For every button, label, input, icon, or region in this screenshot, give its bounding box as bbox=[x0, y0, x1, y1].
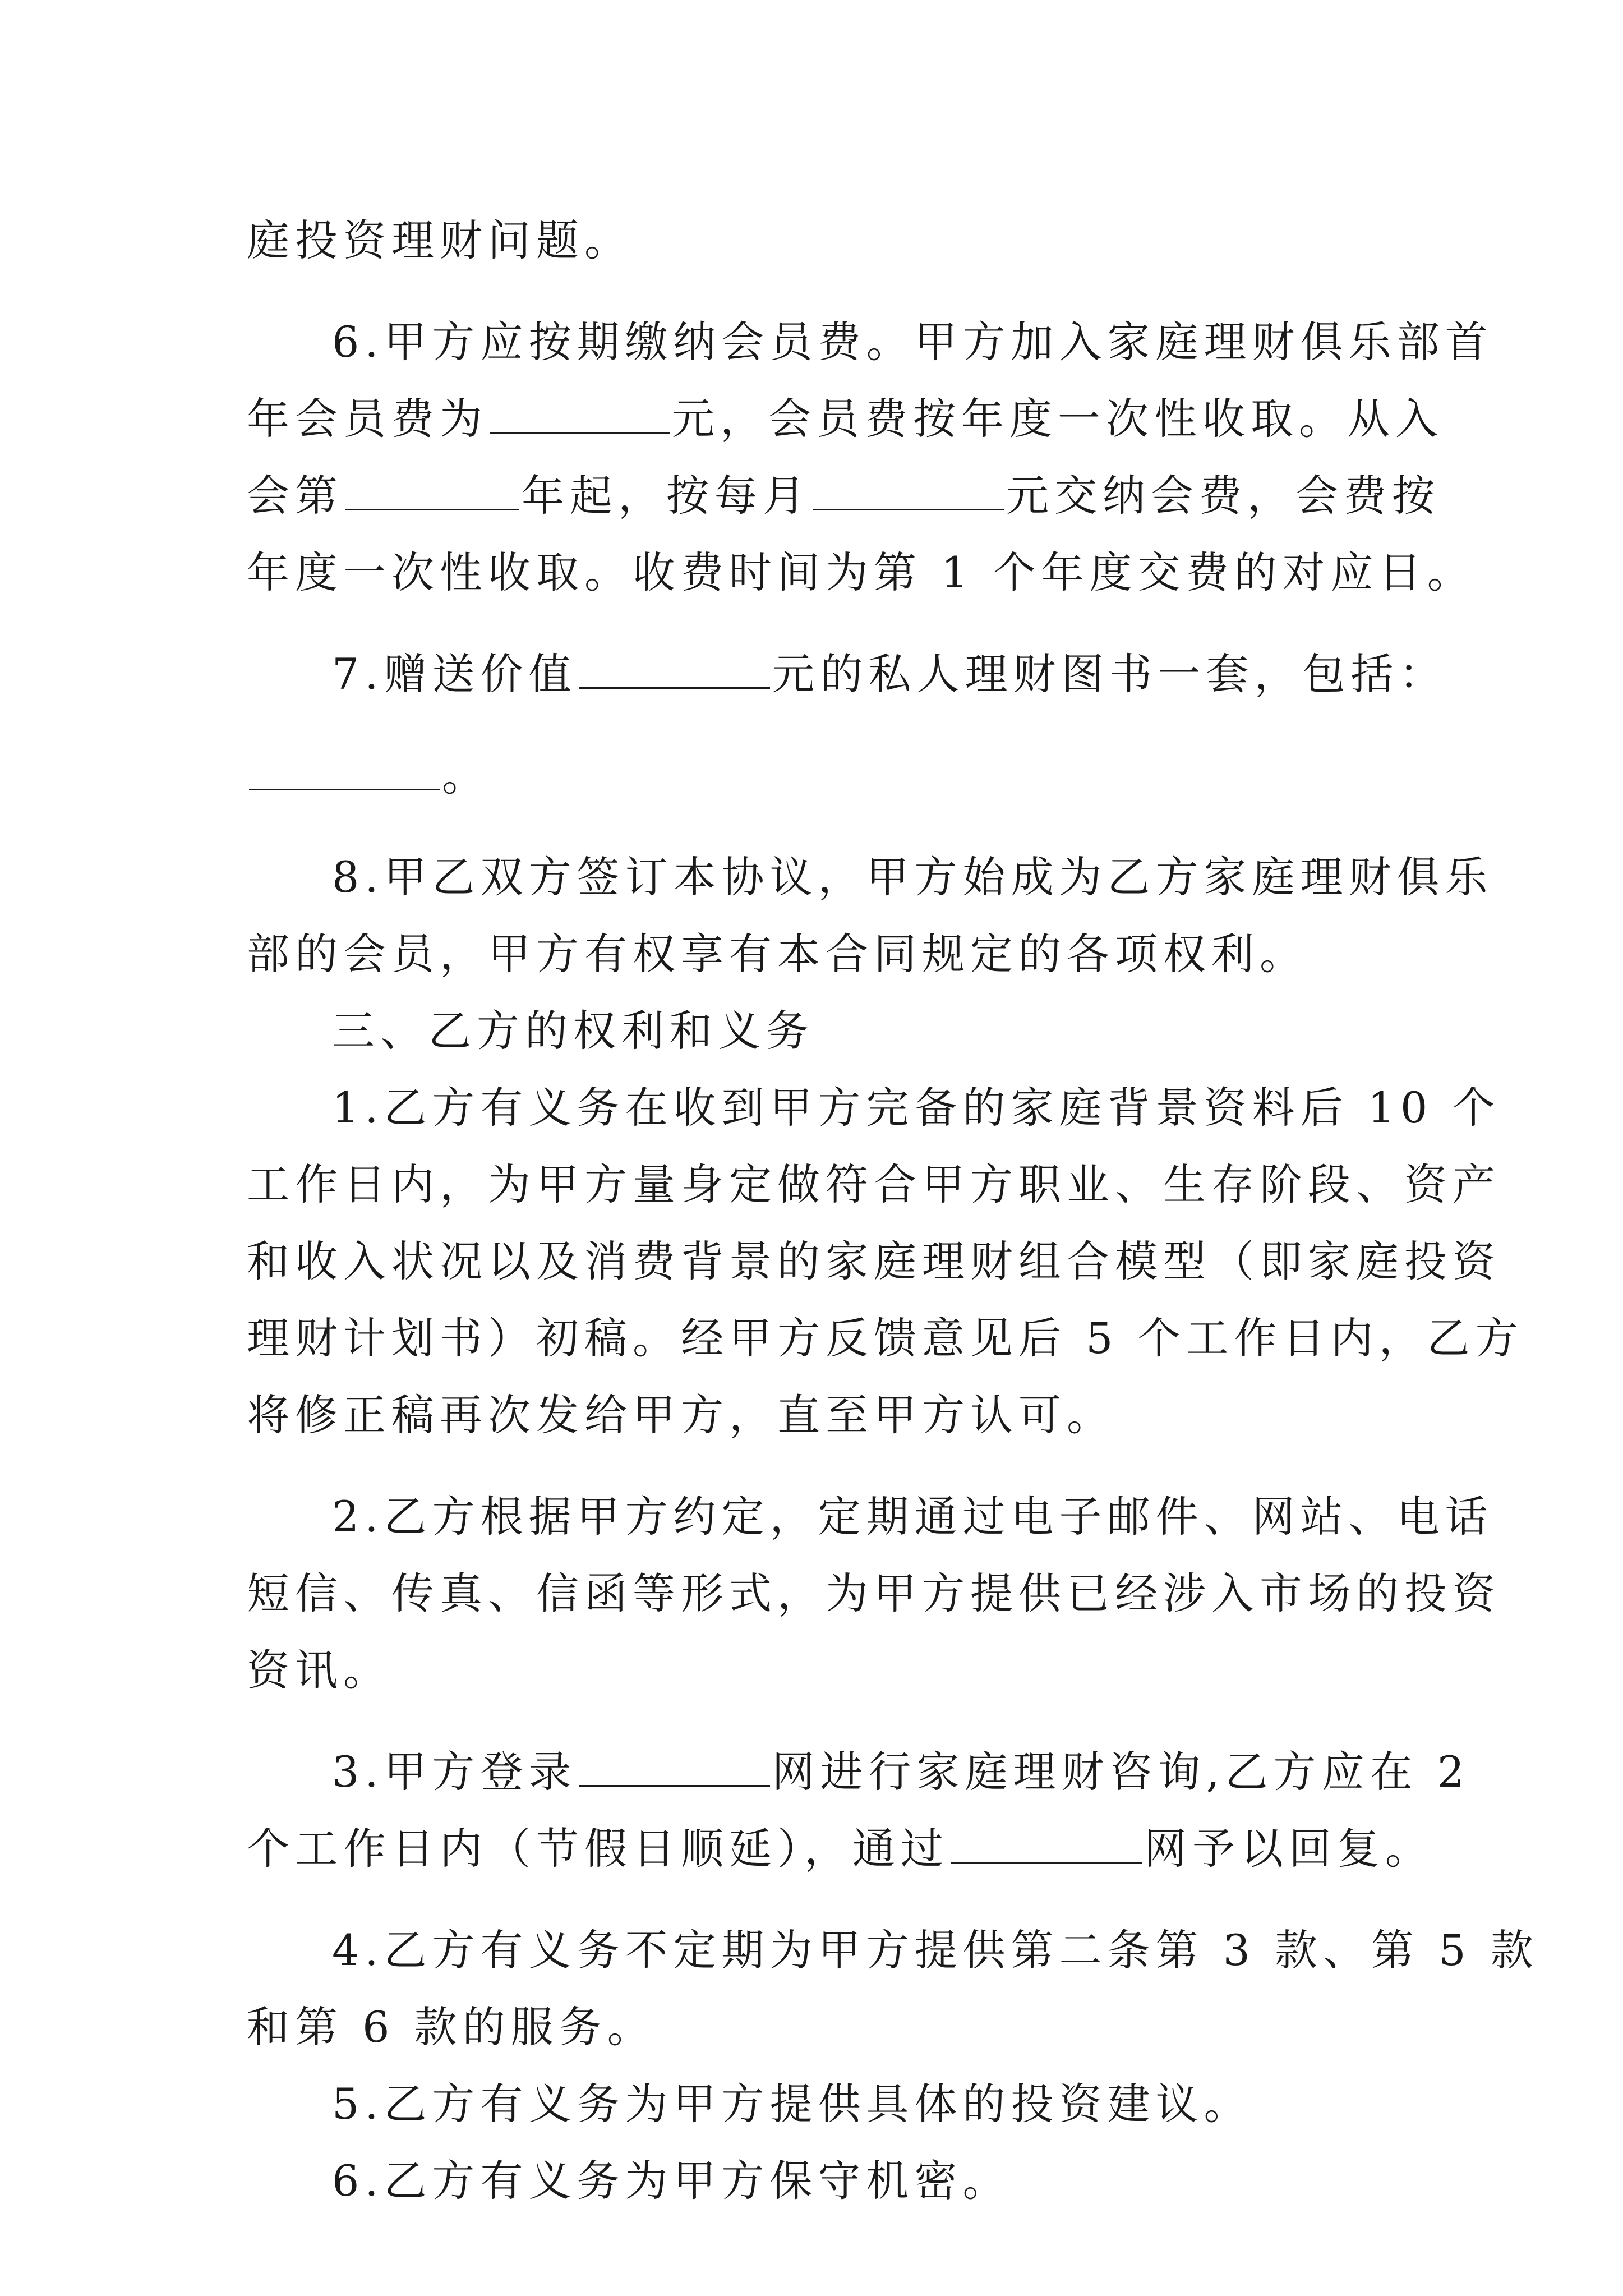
paragraph-text: 网进行家庭理财咨询,乙方应在 2 bbox=[772, 1747, 1470, 1797]
document-body bbox=[247, 202, 1539, 2219]
text-line bbox=[247, 1733, 1470, 1810]
fill-in-blank bbox=[813, 470, 1004, 510]
paragraph-text: 资讯。 bbox=[247, 1645, 391, 1695]
text-line bbox=[247, 202, 1374, 279]
text-line bbox=[247, 1478, 1493, 1555]
paragraph-text: 3.甲方登录 bbox=[332, 1747, 577, 1797]
paragraph-text: 网予以回复。 bbox=[1144, 1824, 1433, 1874]
paragraph-text: 工作日内，为甲方量身定做符合甲方职业、生存阶段、资产 bbox=[247, 1159, 1501, 1209]
fill-in-blank bbox=[579, 648, 770, 689]
fill-in-blank bbox=[951, 1823, 1142, 1864]
paragraph-text: 4.乙方有义务不定期为甲方提供第二条第 3 款、第 5 款 bbox=[332, 1925, 1539, 1975]
paragraph-text: 元交纳会费，会费按 bbox=[1006, 471, 1440, 521]
paragraph-text: 1.乙方有义务在收到甲方完备的家庭背景资料后 10 个 bbox=[332, 1083, 1501, 1133]
text-line bbox=[247, 1069, 1501, 1146]
paragraph-text: 年会员费为 bbox=[247, 394, 488, 444]
paragraph-text: 2.乙方根据甲方约定，定期通过电子邮件、网站、电话 bbox=[332, 1492, 1493, 1542]
paragraph-text: 会第 bbox=[247, 471, 343, 521]
text-line bbox=[247, 839, 1493, 915]
text-line bbox=[247, 737, 1374, 814]
paragraph-text: 7.赠送价值 bbox=[332, 649, 577, 699]
paragraph-text: 8.甲乙双方签订本协议，甲方始成为乙方家庭理财俱乐 bbox=[332, 852, 1493, 902]
paragraph-text: 理财计划书）初稿。经甲方反馈意见后 5 个工作日内，乙方 bbox=[247, 1313, 1524, 1363]
text-line bbox=[247, 1377, 1374, 1453]
text-line bbox=[247, 1300, 1524, 1377]
fill-in-blank bbox=[345, 470, 519, 510]
paragraph-text: 。 bbox=[442, 751, 490, 800]
text-line bbox=[247, 303, 1493, 380]
text-line bbox=[247, 915, 1374, 992]
fill-in-blank bbox=[490, 393, 670, 434]
section-heading bbox=[247, 992, 1374, 1069]
paragraph-text: 6.甲方应按期缴纳会员费。甲方加入家庭理财俱乐部首 bbox=[332, 317, 1493, 367]
paragraph-text: 庭投资理财问题。 bbox=[247, 215, 633, 265]
heading-text: 三、乙方的权利和义务 bbox=[332, 1006, 814, 1056]
paragraph-text: 和第 6 款的服务。 bbox=[247, 2002, 656, 2052]
text-line bbox=[247, 2065, 1374, 2142]
text-line bbox=[247, 1146, 1501, 1223]
paragraph-text: 年度一次性收取。收费时间为第 1 个年度交费的对应日。 bbox=[247, 547, 1476, 597]
paragraph-text: 短信、传真、信函等形式，为甲方提供已经涉入市场的投资 bbox=[247, 1568, 1501, 1618]
paragraph-text: 个工作日内（节假日顺延），通过 bbox=[247, 1824, 949, 1874]
text-line bbox=[247, 1810, 1433, 1887]
text-line bbox=[247, 1632, 1374, 1709]
text-line bbox=[247, 534, 1476, 611]
paragraph-text: 5.乙方有义务为甲方提供具体的投资建议。 bbox=[332, 2079, 1252, 2129]
text-line bbox=[247, 2142, 1374, 2219]
text-line bbox=[247, 457, 1440, 534]
text-line bbox=[247, 380, 1444, 457]
text-line bbox=[247, 1912, 1539, 1989]
paragraph-text: 6.乙方有义务为甲方保守机密。 bbox=[332, 2156, 1011, 2206]
paragraph-text: 部的会员，甲方有权享有本合同规定的各项权利。 bbox=[247, 929, 1308, 979]
text-line bbox=[247, 1989, 1374, 2065]
fill-in-blank bbox=[579, 1746, 770, 1787]
paragraph-text: 元的私人理财图书一套，包括： bbox=[772, 649, 1447, 699]
fill-in-blank bbox=[249, 749, 440, 790]
paragraph-text: 元，会员费按年度一次性收取。从入 bbox=[672, 394, 1444, 444]
paragraph-text: 将修正稿再次发给甲方，直至甲方认可。 bbox=[247, 1390, 1115, 1440]
text-line bbox=[247, 1223, 1501, 1300]
text-line bbox=[247, 1555, 1501, 1632]
paragraph-text: 和收入状况以及消费背景的家庭理财组合模型（即家庭投资 bbox=[247, 1236, 1501, 1286]
text-line bbox=[247, 636, 1447, 712]
paragraph-text: 年起，按每月 bbox=[522, 471, 811, 521]
